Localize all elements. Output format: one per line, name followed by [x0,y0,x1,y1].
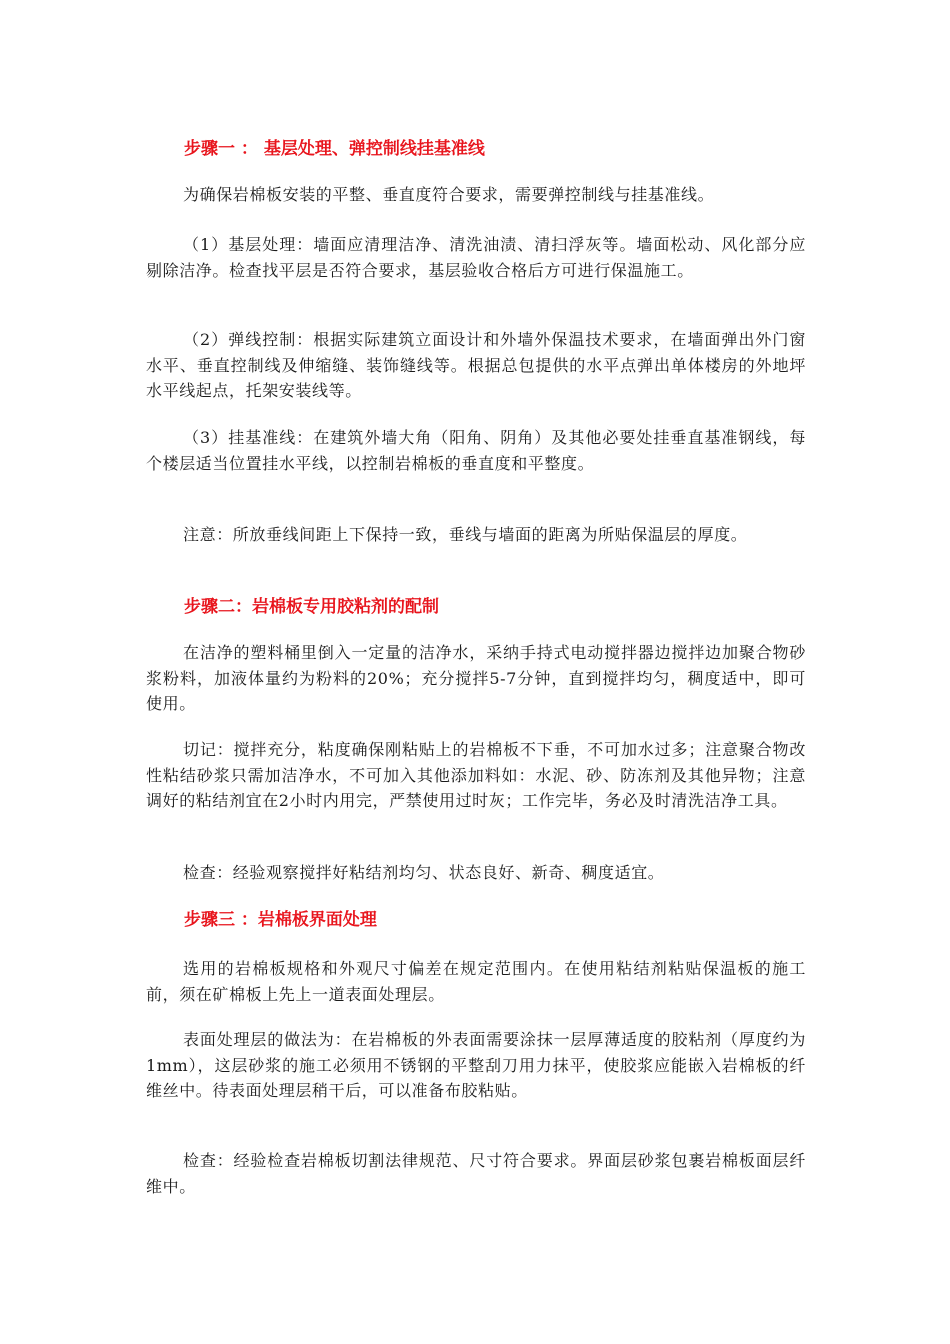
step2-heading: 步骤二：岩棉板专用胶粘剂的配制 [184,597,439,617]
step1-item2-paragraph: （2）弹线控制：根据实际建筑立面设计和外墙外保温技术要求，在墙面弹出外门窗水平、垂直控制线及伸缩缝、装饰缝线等。根据总包提供的水平点弹出单体楼房的外地坪水平线起点，托架安装线等。 [146,330,806,400]
step1-item1-paragraph: （1）基层处理：墙面应清理洁净、清洗油渍、清扫浮灰等。墙面松动、风化部分应剔除洁净。检查找平层是否符合要求，基层验收合格后方可进行保温施工。 [146,235,806,280]
step2-check-paragraph: 检查：经验观察搅拌好粘结剂均匀、状态良好、新奇、稠度适宜。 [183,863,665,882]
step1-heading: 步骤一 ： 基层处理、弹控制线挂基准线 [184,139,485,159]
step2-caution-paragraph: 切记：搅拌充分，粘度确保刚粘贴上的岩棉板不下垂，不可加水过多；注意聚合物改性粘结砂浆只需加洁净水，不可加入其他添加料如：水泥、砂、防冻剂及其他异物；注意调好的粘结剂宜在2小时内用完，严禁使用过时灰；工作完毕，务必及时清洗洁净工具。 [146,740,806,810]
step1-item3-paragraph: （3）挂基准线：在建筑外墙大角（阳角、阴角）及其他必要处挂垂直基准钢线，每个楼层适当位置挂水平线，以控制岩棉板的垂直度和平整度。 [146,428,806,473]
step3-check-paragraph: 检查：经验检查岩棉板切割法律规范、尺寸符合要求。界面层砂浆包裹岩棉板面层纤维中。 [146,1151,806,1196]
step3-method-paragraph: 表面处理层的做法为：在岩棉板的外表面需要涂抹一层厚薄适度的胶粘剂（厚度约为1mm），这层砂浆的施工必须用不锈钢的平整刮刀用力抹平，使胶浆应能嵌入岩棉板的纤维丝中。待表面处理层稍干后，可以准备布胶粘贴。 [146,1030,806,1100]
step3-select-paragraph: 选用的岩棉板规格和外观尺寸偏差在规定范围内。在使用粘结剂粘贴保温板的施工前，须在矿棉板上先上一道表面处理层。 [146,959,806,1004]
step3-heading: 步骤三 ：岩棉板界面处理 [184,910,377,930]
step1-intro-paragraph: 为确保岩棉板安装的平整、垂直度符合要求，需要弹控制线与挂基准线。 [183,185,715,204]
step2-mixing-paragraph: 在洁净的塑料桶里倒入一定量的洁净水，采纳手持式电动搅拌器边搅拌边加聚合物砂浆粉料，加液体量约为粉料的20%；充分搅拌5-7分钟，直到搅拌均匀，稠度适中，即可使用。 [146,643,806,713]
step1-note-paragraph: 注意：所放垂线间距上下保持一致，垂线与墙面的距离为所贴保温层的厚度。 [183,525,748,544]
